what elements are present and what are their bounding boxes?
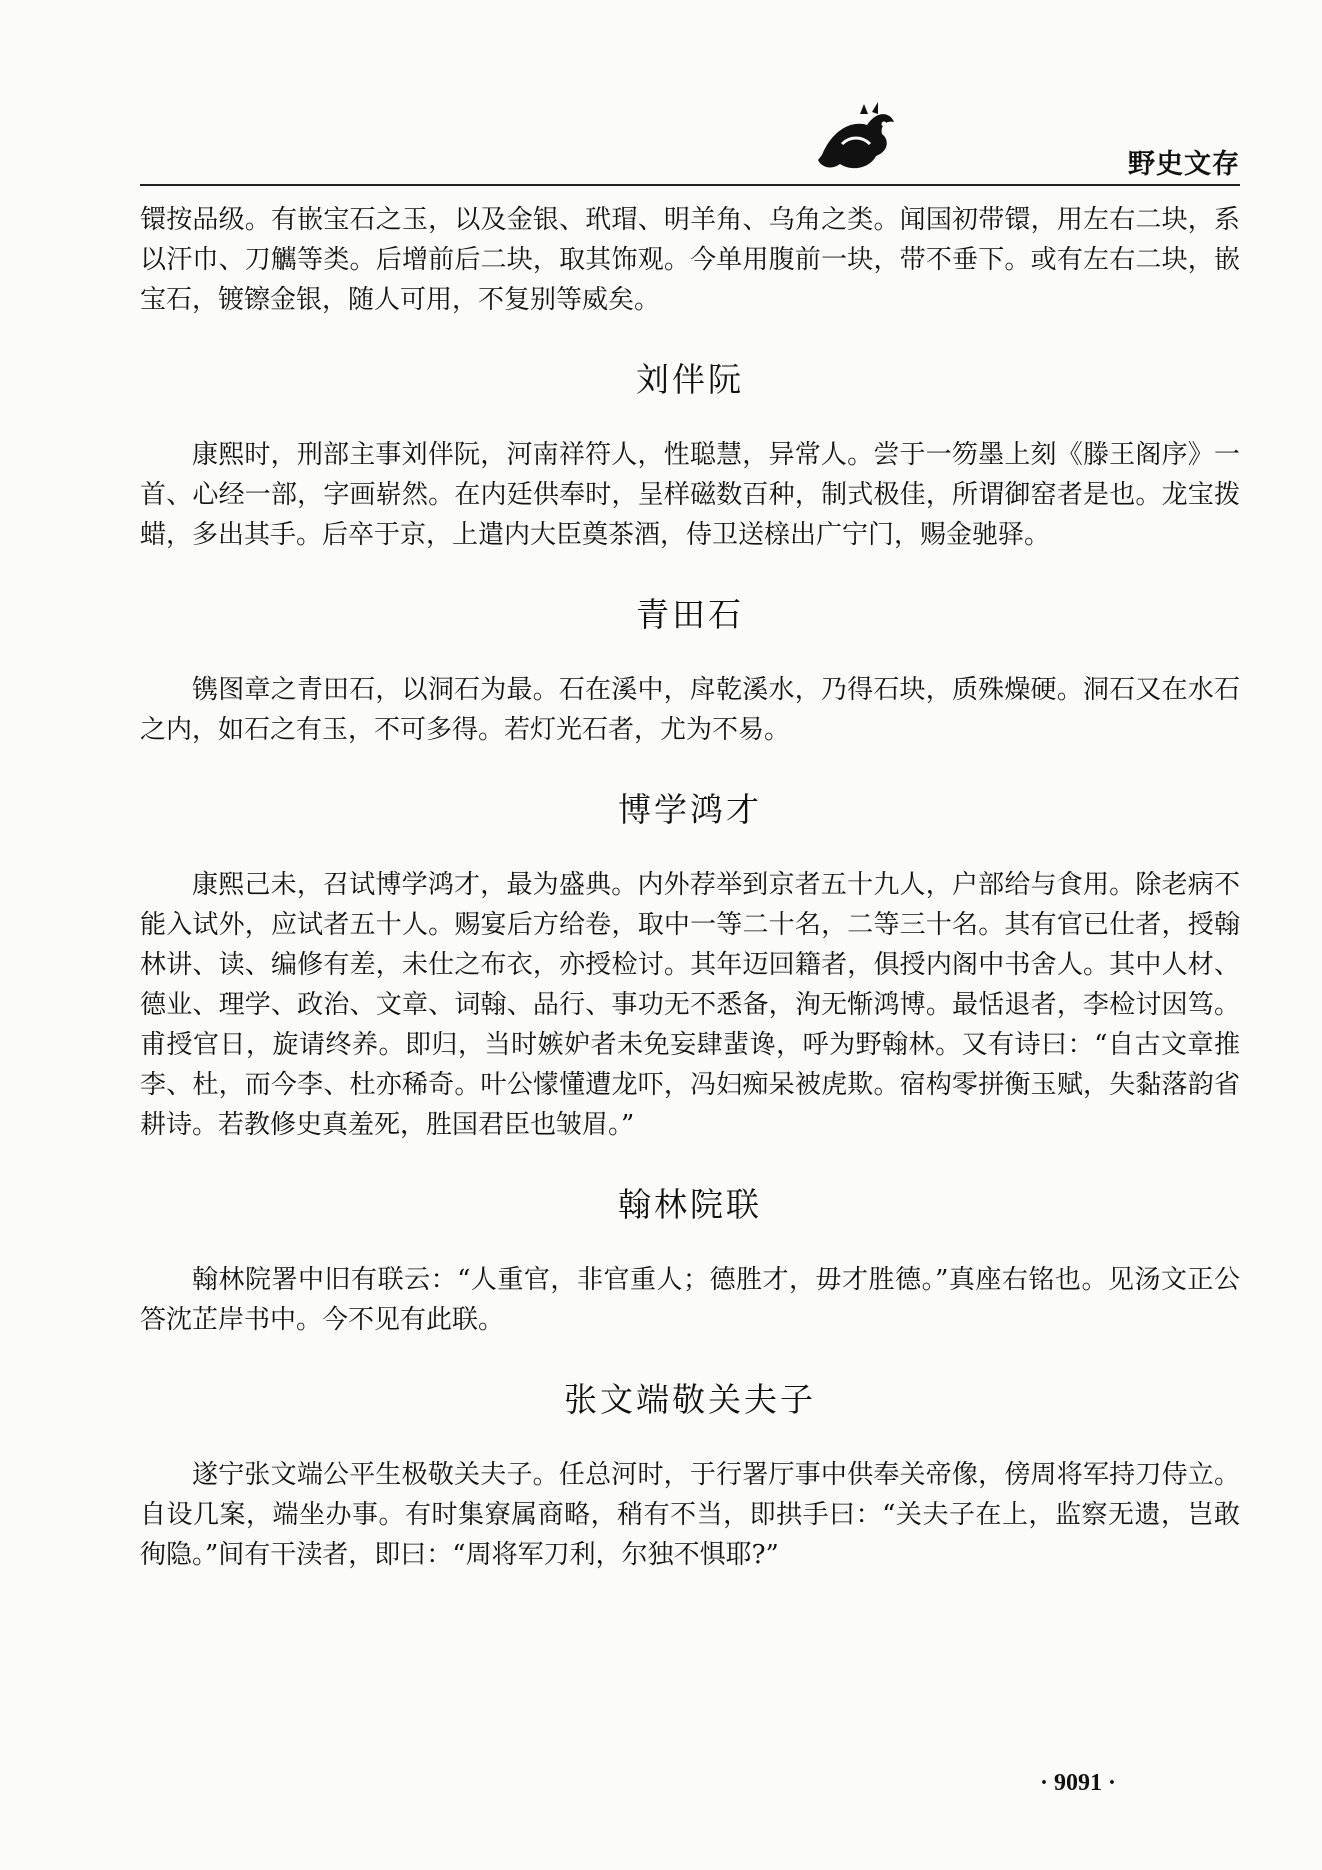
section-title-boxue-hongcai: 博学鸿才 xyxy=(618,790,762,829)
section-title-qingtian-stone: 青田石 xyxy=(636,595,744,634)
section-body-liu-banruan: 康熙时，刑部主事刘伴阮，河南祥符人，性聪慧，异常人。尝于一笏墨上刻《滕王阁序》一首、心经一部，字画崭然。在内廷供奉时，呈样磁数百种，制式极佳，所谓御窑者是也。龙宝拨蜡，多出其手。后卒于京，上遣内大臣奠茶酒，侍卫送榇出广宁门，赐金驰驿。 xyxy=(140,440,1240,550)
section-title-hanlin-couplet: 翰林院联 xyxy=(618,1185,762,1224)
section-body-hanlin-couplet: 翰林院署中旧有联云：“人重官，非官重人；德胜才，毋才胜德。”真座右铭也。见汤文正公答沈芷岸书中。今不见有此联。 xyxy=(140,1265,1240,1335)
section-body-qingtian-stone: 镌图章之青田石，以洞石为最。石在溪中，戽乾溪水，乃得石块，质殊燥硬。洞石又在水石之内，如石之有玉，不可多得。若灯光石者，尤为不易。 xyxy=(140,675,1240,745)
series-title: 野史文存 xyxy=(1128,149,1240,180)
dragon-emblem-icon xyxy=(812,100,902,180)
section-body-zhang-wenduan: 遂宁张文端公平生极敬关夫子。任总河时，于行署厅事中供奉关帝像，傍周将军持刀侍立。自设几案，端坐办事。有时集寮属商略，稍有不当，即拱手曰：“关夫子在上，监察无遗，岂敢徇隐。”间有干渎者，即曰：“周将军刀利，尔独不惧耶?” xyxy=(140,1460,1240,1570)
section-title-zhang-wenduan: 张文端敬关夫子 xyxy=(564,1380,816,1419)
page-header xyxy=(140,100,1240,186)
section-title-liu-banruan: 刘伴阮 xyxy=(636,360,744,399)
header-rule xyxy=(140,184,1240,186)
page-content xyxy=(140,200,1240,1575)
continued-paragraph: 镮按品级。有嵌宝石之玉，以及金银、玳瑁、明羊角、乌角之类。闻国初带镮，用左右二块，系以汗巾、刀觽等类。后增前后二块，取其饰观。今单用腹前一块，带不垂下。或有左右二块，嵌宝石，镀镲金银，随人可用，不复别等威矣。 xyxy=(140,205,1240,315)
page-number: · 9091 · xyxy=(1040,1770,1117,1796)
section-body-boxue-hongcai: 康熙己未，召试博学鸿才，最为盛典。内外荐举到京者五十九人，户部给与食用。除老病不能入试外，应试者五十人。赐宴后方给卷，取中一等二十名，二等三十名。其有官已仕者，授翰林讲、读、编修有差，未仕之布衣，亦授检讨。其年迈回籍者，俱授内阁中书舍人。其中人材、德业、理学、政治、文章、词翰、品行、事功无不悉备，洵无惭鸿博。最恬退者，李检讨因笃。甫授官日，旋请终养。即归，当时嫉妒者未免妄肆蜚谗，呼为野翰林。又有诗曰：“自古文章推李、杜，而今李、杜亦稀奇。叶公懞懂遭龙吓，冯妇痴呆被虎欺。宿构零拼衡玉赋，失黏落韵省耕诗。若教修史真羞死，胜国君臣也皱眉。” xyxy=(140,870,1240,1140)
